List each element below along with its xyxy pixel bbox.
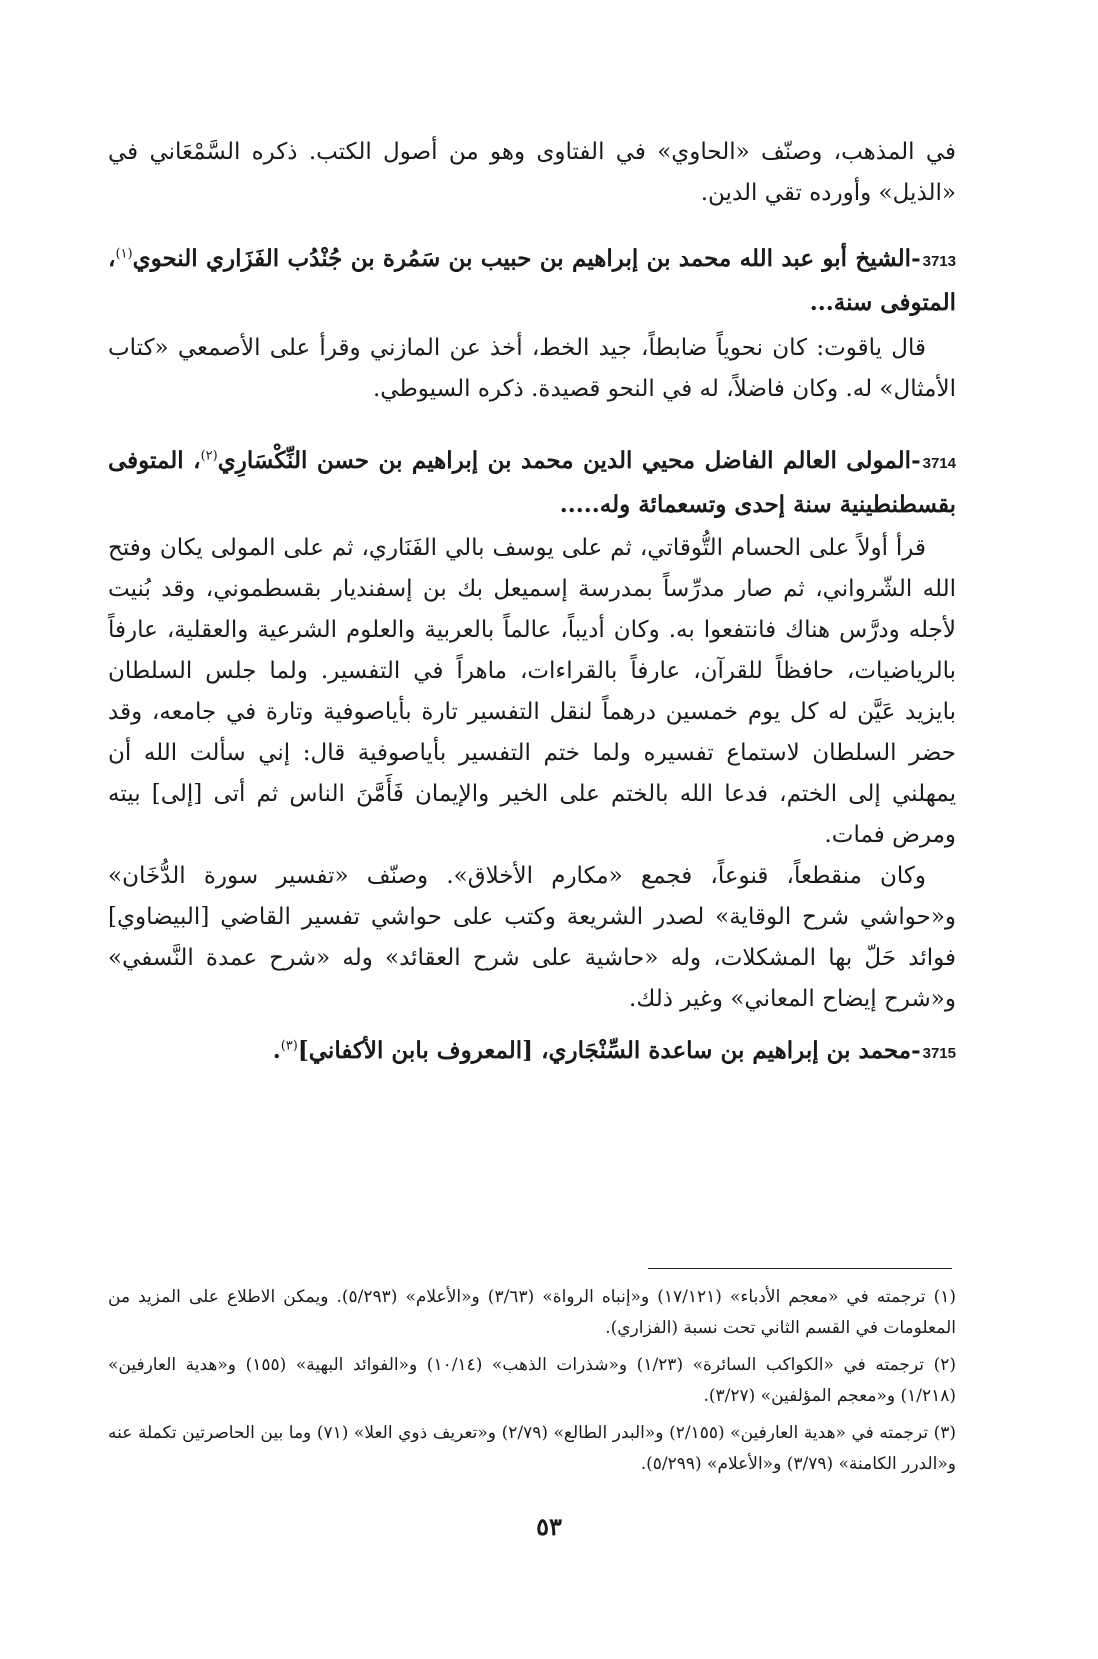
entry-heading: 3715-محمد بن إبراهيم بن ساعدة السِّنْجَاري، [المعروف بابن الأكفاني]$^{(٣)}$. [272,1037,956,1064]
entry-title: الشيخ أبو عبد الله محمد بن إبراهيم بن حبيب بن سَمُرة بن جُنْدُب الفَزَاري النحوي [132,245,912,272]
footnote-ref[interactable]: (١) [115,246,133,262]
entry-number: 3715 [922,1045,956,1062]
footnote: (٢) ترجمته في «الكواكب السائرة» (١/٢٣) و«شذرات الذهب» (١٠/١٤) و«الفوائد البهية» (١٥٥) و«هدية العارفين» (١/٢١٨) و«معجم المؤلفين» (٣/٢٧). [108,1355,957,1406]
footnote-ref[interactable]: (٢) [200,448,218,464]
footnotes [108,1282,956,1486]
entry-title-tail: ، المتوفى بقسطنطينية سنة إحدى وتسعمائة وله..... [108,447,956,518]
entry-number: 3713 [922,253,956,270]
entry-paragraph: قال ياقوت: كان نحوياً ضابطاً، جيد الخط، أخذ عن المازني وقرأ على الأصمعي «كتاب الأمثال» له. وكان فاضلاً، له في النحو قصيدة. ذكره السيوطي. [108,335,956,402]
entry-3715 [108,1030,956,1074]
entry-number: 3714 [922,455,956,472]
footnote: (٣) ترجمته في «هدية العارفين» (٢/١٥٥) و«البدر الطالع» (٢/٧٩) و«تعريف ذوي العلا» (٧١) وما بين الحاصرتين تكملة عنه و«الدرر الكامنة» (٣/٧٩) و«الأعلام» (٥/٢٩٩). [108,1423,957,1474]
entry-3713 [108,238,956,410]
continuation-block [108,132,956,214]
entry-paragraph: قرأ أولاً على الحسام التُّوقاتي، ثم على يوسف بالي الفَنَاري، ثم على المولى يكان وفتح الله الشّرواني، ثم صار مدرِّساً بمدرسة إسميعل بك بن إسفنديار بقسطموني، وقد بُنيت لأجله ودرَّس هناك فانتفعوا به. وكان أديباً، عالماً بالعربية والعلوم الشرعية والعقلية، عارفاً بالرياضيات، حافظاً للقرآن، عارفاً بالقراءات، ماهراً في التفسير. ولما جلس السلطان بايزيد عَيَّن له كل يوم خمسين درهماً لنقل التفسير تارة بأياصوفية وتارة في جامعه، وقد حضر السلطان لاستماع تفسيره ولما ختم التفسير بأياصوفية قال: إني سألت الله أن يمهلني إلى الختم، فدعا الله بالختم على الخير والإيمان فَأَمَّنَ الناس ثم أتى [إلى] بيته ومرض فمات. [108,535,956,848]
footnote-divider [648,1268,952,1269]
entry-heading: 3714-المولى العالم الفاضل محيي الدين محمد بن إبراهيم بن حسن النِّكْسَارِي$^{(٢)}$، المتوفى بقسطنطينية سنة إحدى وتسعمائة وله..... [108,447,956,518]
entry-title: المولى العالم الفاضل محيي الدين محمد بن إبراهيم بن حسن النِّكْسَارِي [217,447,912,474]
page-number: ٥٣ [536,1512,562,1541]
footnote-ref[interactable]: (٣) [280,1038,298,1054]
entry-title-tail: ، المتوفى سنة... [108,245,956,316]
entry-heading: 3713-الشيخ أبو عبد الله محمد بن إبراهيم بن حبيب بن سَمُرة بن جُنْدُب الفَزَاري النحوي$^{(١)}$، المتوفى سنة... [108,245,956,316]
entry-title-tail: . [272,1037,281,1064]
entry-paragraph: وكان منقطعاً، قنوعاً، فجمع «مكارم الأخلاق». وصنّف «تفسير سورة الدُّخَان» و«حواشي شرح الوقاية» لصدر الشريعة وكتب على حواشي تفسير القاضي [البيضاوي] فوائد حَلّ بها المشكلات، وله «حاشية على شرح العقائد» وله «شرح عمدة النَّسفي» و«شرح إيضاح المعاني» وغير ذلك. [108,863,956,1012]
footnote: (١) ترجمته في «معجم الأدباء» (١٧/١٢١) و«إنباه الرواة» (٣/٦٣) و«الأعلام» (٥/٢٩٣). ويمكن الاطلاع على المزيد من المعلومات في القسم الثاني تحت نسبة (الفزاري). [108,1287,956,1338]
entry-title: محمد بن إبراهيم بن ساعدة السِّنْجَاري، [المعروف بابن الأكفاني] [297,1037,912,1064]
continuation-paragraph: في المذهب، وصنّف «الحاوي» في الفتاوى وهو من أصول الكتب. ذكره السَّمْعَاني في «الذيل» وأورده تقي الدين. [108,139,956,206]
entry-3714 [108,440,956,1020]
